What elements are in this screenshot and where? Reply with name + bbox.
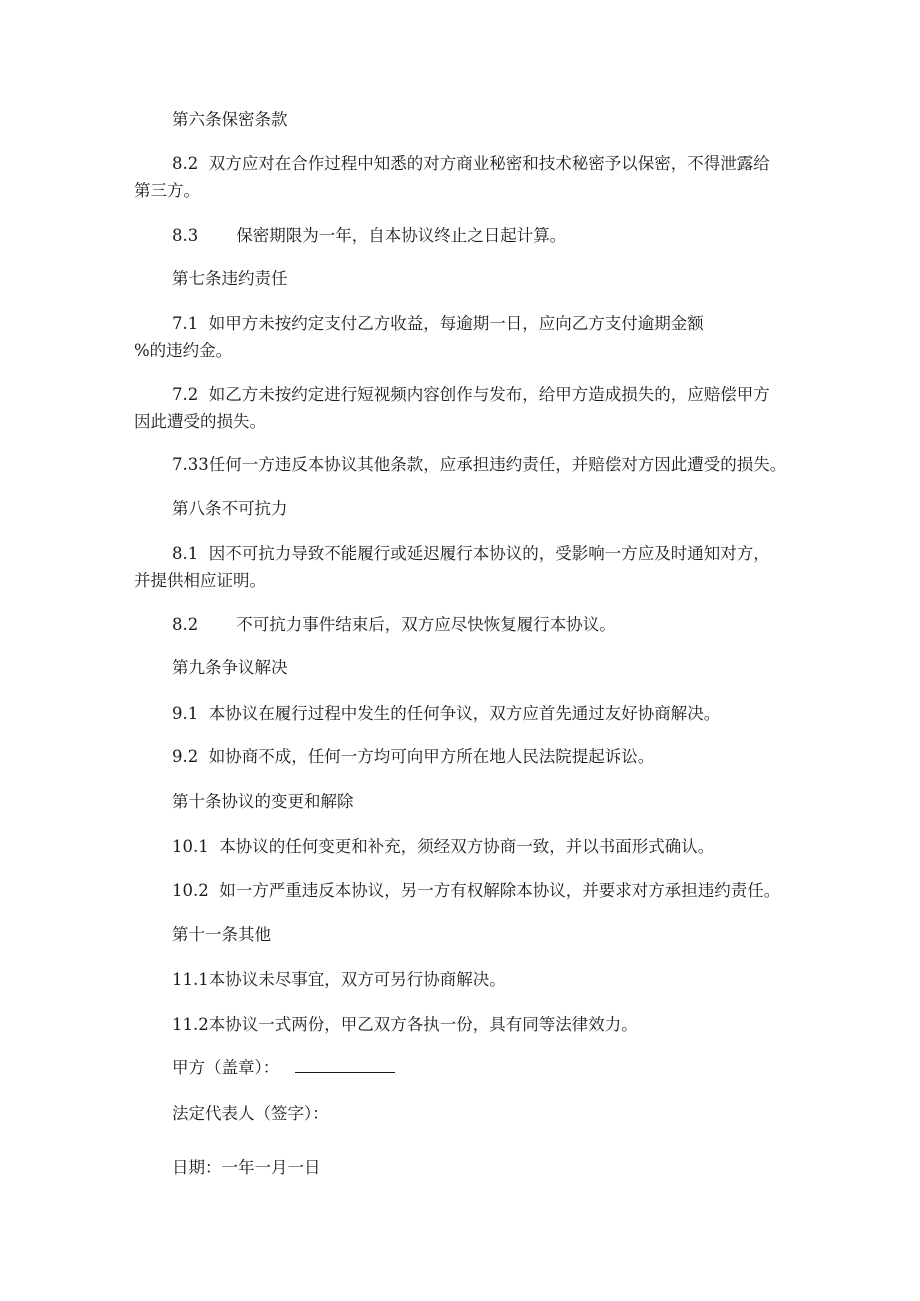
clause-text: 因不可抗力导致不能履行或延迟履行本协议的，受影响一方应及时通知对方， <box>208 544 770 563</box>
party-a-signature-line[interactable] <box>295 1056 395 1073</box>
clause-7-1-line-1 <box>172 312 832 336</box>
clause-text: 本协议在履行过程中发生的任何争议，双方应首先通过友好协商解决。 <box>208 704 721 723</box>
article-10-title: 第十条协议的变更和解除 <box>172 792 354 811</box>
clause-text: 如一方严重违反本协议，另一方有权解除本协议，并要求对方承担违约责任。 <box>219 881 781 900</box>
article-6-title: 第六条保密条款 <box>172 110 288 129</box>
clause-10-2 <box>172 879 832 903</box>
clause-8-1-line-1 <box>172 542 832 566</box>
clause-number: 9.1 <box>172 704 199 723</box>
clause-number: 10.1 <box>172 837 209 856</box>
clause-number: 8.3 <box>172 226 199 245</box>
clause-11-2: 11.2本协议一式两份，甲乙双方各执一份，具有同等法律效力。 <box>172 1015 638 1034</box>
clause-text: 本协议的任何变更和补充，须经双方协商一致，并以书面形式确认。 <box>219 837 715 856</box>
party-a-seal-row <box>172 1056 832 1080</box>
clause-text: 不可抗力事件结束后，双方应尽快恢复履行本协议。 <box>236 615 616 634</box>
clause-number: 8.2 <box>172 154 199 173</box>
clause-8-2-line-2: 第三方。 <box>134 181 200 200</box>
article-8-title: 第八条不可抗力 <box>172 499 288 518</box>
clause-8-3 <box>172 224 832 248</box>
article-11-title: 第十一条其他 <box>172 925 271 944</box>
clause-number: 8.2 <box>172 615 199 634</box>
clause-number: 8.1 <box>172 544 199 563</box>
clause-number: 9.2 <box>172 747 199 766</box>
clause-text: 保密期限为一年，自本协议终止之日起计算。 <box>236 226 567 245</box>
clause-11-1: 11.1本协议未尽事宜，双方可另行协商解决。 <box>172 970 506 989</box>
clause-number: 10.2 <box>172 881 209 900</box>
clause-8-1-line-2: 并提供相应证明。 <box>134 571 266 590</box>
clause-7-2-line-1 <box>172 383 832 407</box>
clause-text: 如乙方未按约定进行短视频内容创作与发布，给甲方造成损失的，应赔偿甲方 <box>208 385 770 404</box>
clause-10-1 <box>172 835 832 859</box>
legal-representative-label: 法定代表人（签字）： <box>172 1104 329 1123</box>
clause-8-2-line-1 <box>172 152 832 176</box>
clause-8-2-force-majeure <box>172 613 832 637</box>
article-9-title: 第九条争议解决 <box>172 658 288 677</box>
clause-text: 双方应对在合作过程中知悉的对方商业秘密和技术秘密予以保密，不得泄露给 <box>208 154 770 173</box>
clause-7-1-line-2: %的违约金。 <box>134 341 233 360</box>
clause-7-2-line-2: 因此遭受的损失。 <box>134 412 266 431</box>
clause-number: 7.2 <box>172 385 199 404</box>
clause-text: 如甲方未按约定支付乙方收益，每逾期一日，应向乙方支付逾期金额 <box>208 314 704 333</box>
article-7-title: 第七条违约责任 <box>172 269 288 288</box>
clause-9-2 <box>172 745 832 769</box>
clause-number: 7.1 <box>172 314 199 333</box>
clause-text: 如协商不成，任何一方均可向甲方所在地人民法院提起诉讼。 <box>208 747 655 766</box>
clause-7-33: 7.33任何一方违反本协议其他条款，应承担违约责任，并赔偿对方因此遭受的损失。 <box>172 455 787 474</box>
party-a-label: 甲方（盖章）： <box>172 1058 280 1077</box>
date-label: 日期：一年一月一日 <box>172 1158 321 1177</box>
clause-9-1 <box>172 702 832 726</box>
